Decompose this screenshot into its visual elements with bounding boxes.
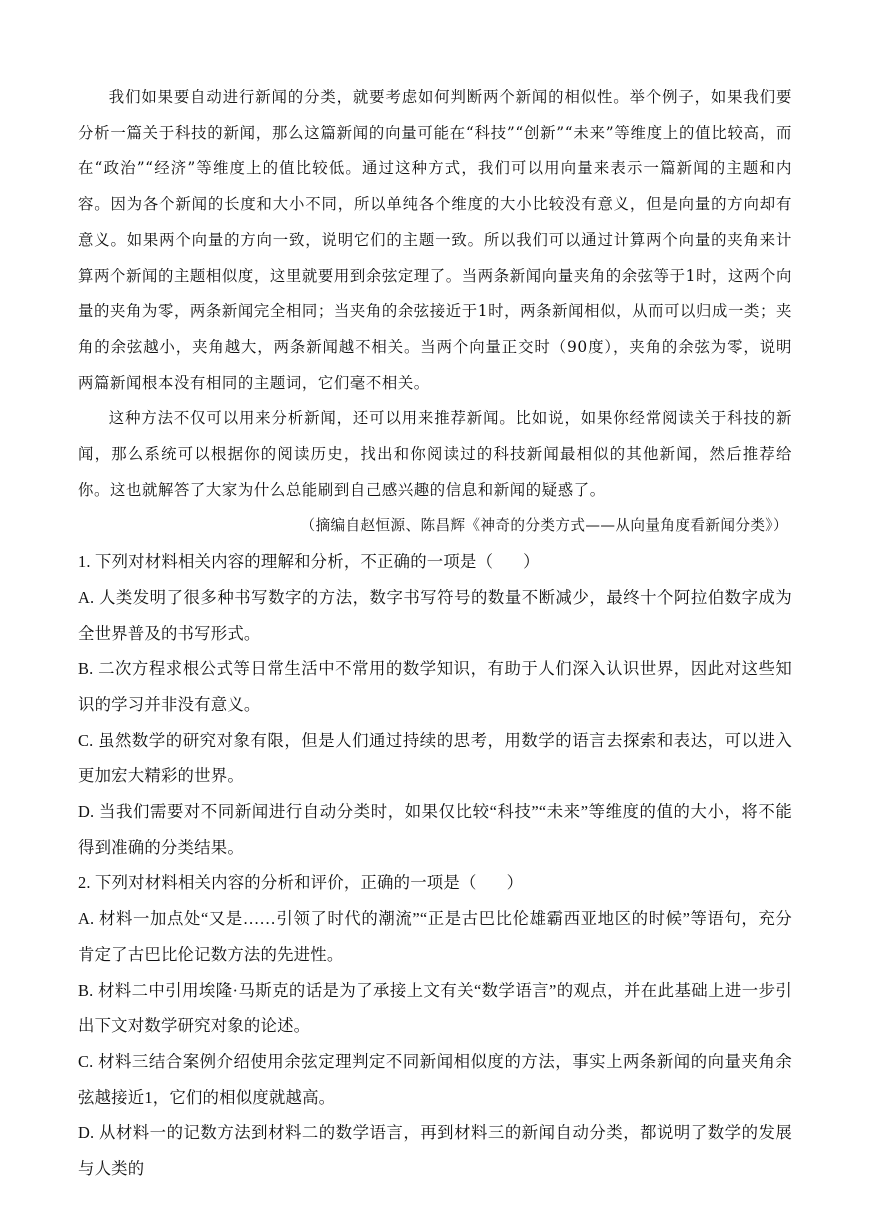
question-2-option-a: A. 材料一加点处“又是……引领了时代的潮流”“正是古巴比伦雄霸西亚地区的时候”等语句，充分肯定了古巴比伦记数方法的先进性。	[78, 909, 792, 964]
question-2-stem-text: 2. 下列对材料相关内容的分析和评价，正确的一项是（	[78, 873, 477, 893]
question-2-stem	[78, 865, 792, 901]
passage-source: （摘编自赵恒源、陈昌辉《神奇的分类方式——从向量角度看新闻分类》）	[300, 517, 788, 535]
question-2-option-d: D. 从材料一的记数方法到材料二的数学语言，再到材料三的新闻自动分类，都说明了数学的发展与人类的	[78, 1123, 792, 1179]
question-1-stem-close: ）	[523, 552, 540, 572]
question-1-option-a: A. 人类发明了很多种书写数字的方法，数字书写符号的数量不断减少，最终十个阿拉伯数字成为全世界普及的书写形式。	[78, 587, 792, 643]
question-1-stem-text: 1. 下列对材料相关内容的理解和分析，不正确的一项是（	[78, 552, 494, 572]
question-2-option-b: B. 材料二中引用埃隆·马斯克的话是为了承接上文有关“数学语言”的观点，并在此基础上进一步引出下文对数学研究对象的论述。	[78, 980, 792, 1036]
question-1-option-d: D. 当我们需要对不同新闻进行自动分类时，如果仅比较“科技”“未来”等维度的值的大小，将不能得到准确的分类结果。	[78, 802, 792, 857]
passage-paragraph-2: 这种方法不仅可以用来分析新闻，还可以用来推荐新闻。比如说，如果你经常阅读关于科技的新闻，那么系统可以根据你的阅读历史，找出和你阅读过的科技新闻最相似的其他新闻，然后推荐给你。这也就解答了大家为什么总能刷到自己感兴趣的信息和新闻的疑惑了。	[78, 409, 792, 499]
question-2-option-c: C. 材料三结合案例介绍使用余弦定理判定不同新闻相似度的方法，事实上两条新闻的向量夹角余弦越接近1，它们的相似度就越高。	[78, 1051, 792, 1107]
question-1-stem	[78, 544, 792, 580]
passage-paragraph-1: 我们如果要自动进行新闻的分类，就要考虑如何判断两个新闻的相似性。举个例子，如果我们要分析一篇关于科技的新闻，那么这篇新闻的向量可能在“科技”“创新”“未来”等维度上的值比较高，而在“政治”“经济”等维度上的值比较低。通过这种方式，我们可以用向量来表示一篇新闻的主题和内容。因为各个新闻的长度和大小不同，所以单纯各个维度的大小比较没有意义，但是向量的方向却有意义。如果两个向量的方向一致，说明它们的主题一致。所以我们可以通过计算两个向量的夹角来计算两个新闻的主题相似度，这里就要用到余弦定理了。当两条新闻向量夹角的余弦等于1时，这两个向量的夹角为零，两条新闻完全相同；当夹角的余弦接近于1时，两条新闻相似，从而可以归成一类；夹角的余弦越小，夹角越大，两条新闻越不相关。当两个向量正交时（90度），夹角的余弦为零，说明两篇新闻根本没有相同的主题词，它们毫不相关。	[78, 88, 792, 392]
question-1-option-b: B. 二次方程求根公式等日常生活中不常用的数学知识，有助于人们深入认识世界，因此对这些知识的学习并非没有意义。	[78, 659, 792, 714]
question-2	[78, 865, 792, 1186]
question-2-stem-close: ）	[506, 873, 524, 893]
question-1-option-c: C. 虽然数学的研究对象有限，但是人们通过持续的思考，用数学的语言去探索和表达，可以进入更加宏大精彩的世界。	[78, 730, 792, 786]
question-1	[78, 544, 792, 865]
